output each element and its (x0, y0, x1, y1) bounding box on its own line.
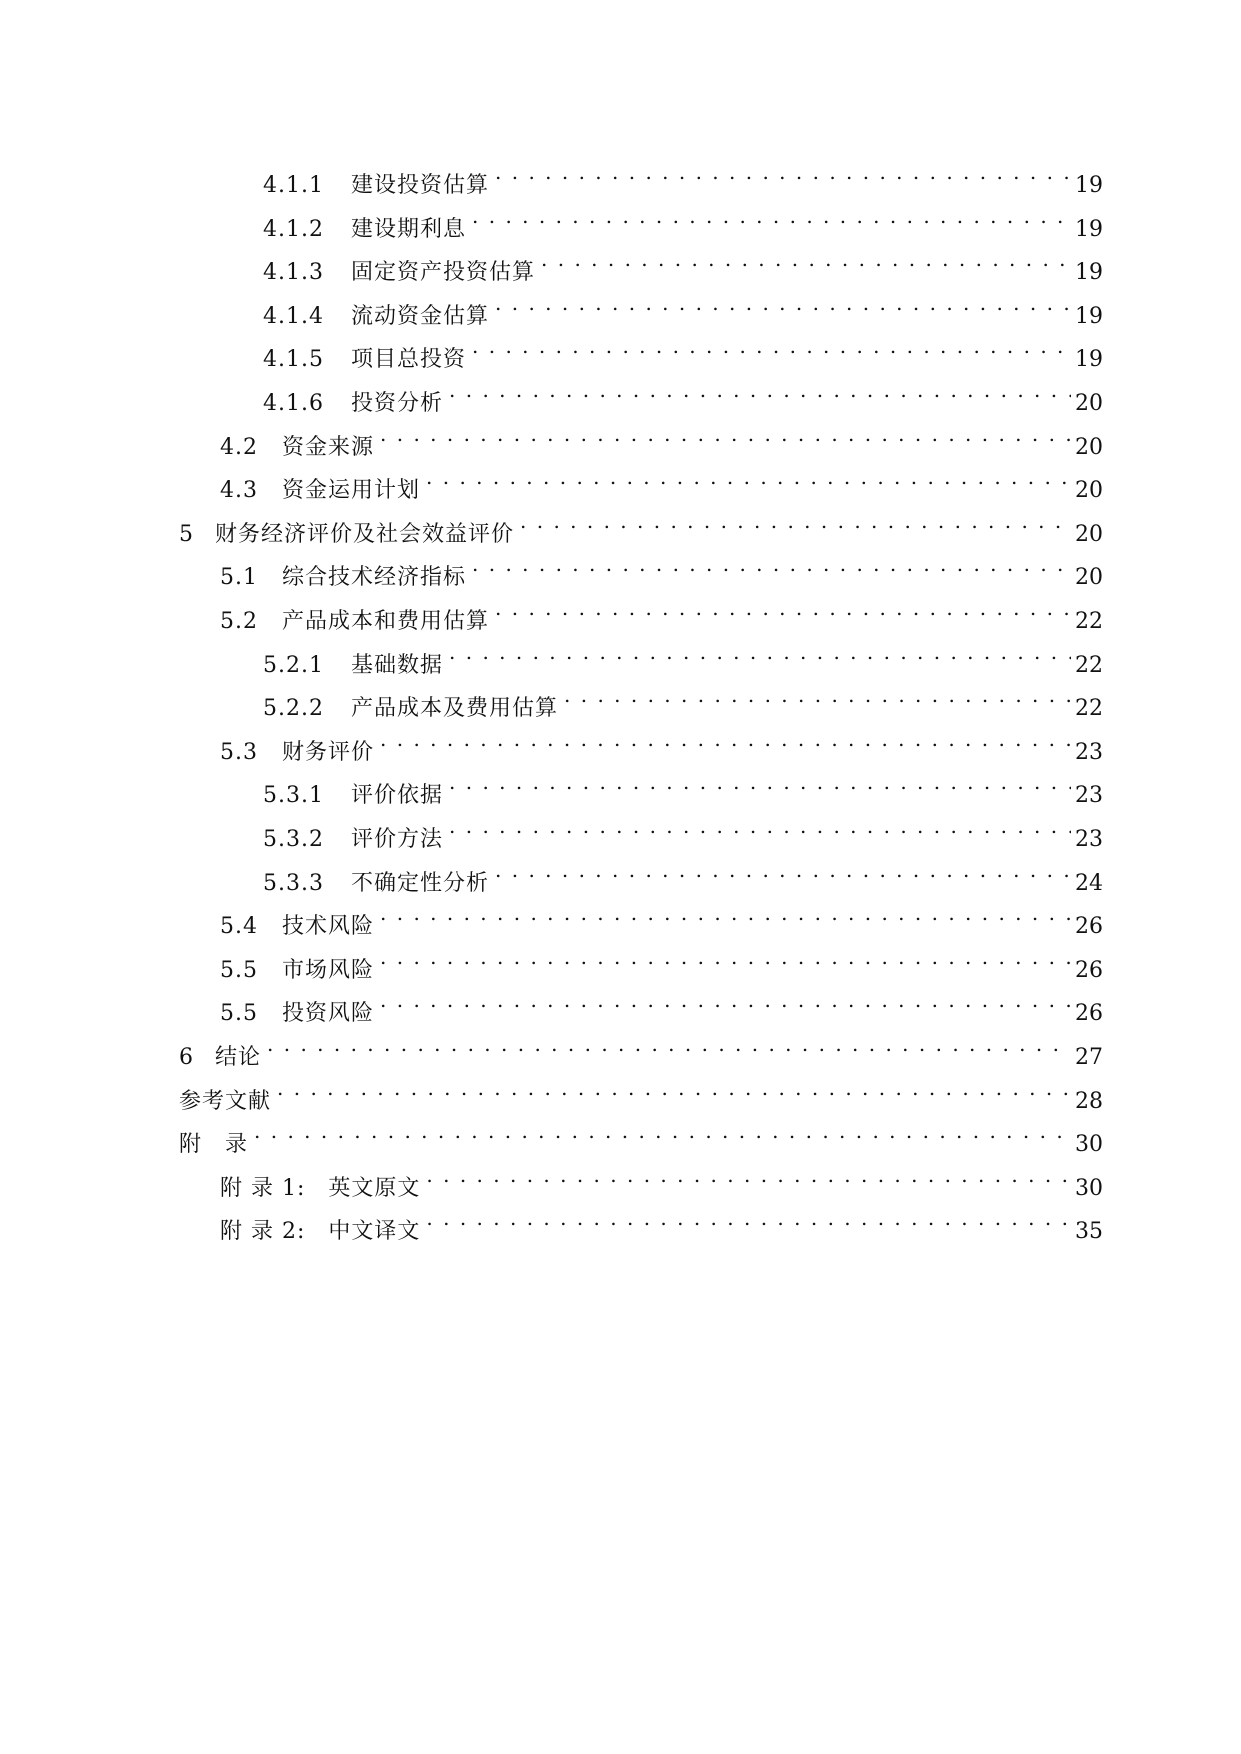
toc-leader-dots (472, 196, 1071, 236)
toc-entry[interactable] (263, 806, 1103, 852)
toc-entry-page: 23 (1075, 783, 1103, 809)
toc-entry[interactable] (263, 283, 1103, 329)
toc-entry-number: 5.5 (220, 1001, 258, 1027)
toc-entry-number: 5.3.2 (263, 827, 324, 852)
toc-entry-page: 30 (1075, 1175, 1103, 1201)
toc-entry-page: 22 (1075, 609, 1103, 634)
toc-leader-dots (495, 588, 1071, 628)
toc-leader-dots (449, 370, 1071, 410)
toc-entry-number: 4.1.6 (263, 391, 324, 416)
toc-entry-title: 综合技术经济指标 (282, 565, 467, 591)
toc-leader-dots (495, 850, 1071, 890)
toc-entry-page: 30 (1075, 1132, 1103, 1158)
toc-entry-page: 22 (1075, 696, 1103, 722)
toc-entry-page: 23 (1075, 827, 1103, 852)
toc-entry-title: 资金来源 (282, 434, 375, 460)
toc-entry-number: 6 (179, 1045, 194, 1070)
toc-entry-title: 参考文献 (179, 1088, 272, 1114)
toc-entry-number: 5.3.1 (263, 783, 324, 809)
toc-entry[interactable] (220, 719, 1103, 765)
toc-entry-number: 5.5 (220, 957, 258, 983)
toc-entry-title: 附 录 (179, 1132, 249, 1158)
toc-entry-page: 26 (1075, 914, 1103, 940)
toc-entry[interactable] (179, 1024, 1103, 1070)
toc-entry[interactable] (220, 1155, 1103, 1201)
toc-entry-page: 20 (1075, 434, 1103, 460)
toc-leader-dots (495, 152, 1071, 192)
toc-leader-dots (277, 1068, 1071, 1108)
toc-leader-dots (449, 806, 1071, 846)
toc-leader-dots (472, 544, 1071, 584)
toc-entry-page: 35 (1075, 1219, 1103, 1245)
toc-entry-title: 产品成本及费用估算 (351, 696, 559, 722)
toc-entry-title: 评价依据 (351, 783, 444, 809)
toc-entry[interactable] (263, 675, 1103, 722)
toc-leader-dots (449, 762, 1071, 802)
toc-entry-title: 产品成本和费用估算 (282, 609, 490, 634)
toc-entry-page: 19 (1075, 173, 1103, 198)
toc-entry[interactable] (220, 588, 1103, 634)
toc-entry-number: 4.1.1 (263, 173, 324, 198)
toc-entry-page: 19 (1075, 216, 1103, 242)
toc-entry-title: 基础数据 (351, 652, 444, 678)
toc-entry-page: 24 (1075, 870, 1103, 896)
toc-entry-page: 20 (1075, 565, 1103, 591)
toc-leader-dots (380, 893, 1071, 933)
toc-leader-dots (380, 980, 1071, 1020)
toc-entry-number: 5.2.1 (263, 652, 324, 678)
toc-leader-dots (520, 501, 1071, 541)
toc-entry-title: 流动资金估算 (351, 303, 490, 329)
toc-leader-dots (380, 719, 1071, 759)
toc-entry[interactable] (263, 152, 1103, 198)
toc-leader-dots (380, 937, 1071, 977)
toc-entry-number: 5.1 (220, 565, 258, 591)
toc-entry-number: 4.1.4 (263, 303, 324, 329)
toc-leader-dots (426, 457, 1071, 497)
toc-entry[interactable] (220, 544, 1103, 591)
toc-entry-number: 5.3 (220, 739, 258, 765)
toc-entry-number: 5.2.2 (263, 696, 324, 722)
toc-entry-number: 5.4 (220, 914, 258, 940)
toc-leader-dots (426, 1155, 1071, 1195)
toc-entry[interactable] (263, 762, 1103, 809)
toc-entry-page: 20 (1075, 478, 1103, 504)
toc-entry-page: 20 (1075, 521, 1103, 547)
toc-entry-title: 投资分析 (351, 391, 444, 416)
toc-entry-title: 财务评价 (282, 739, 375, 765)
toc-entry-title: 不确定性分析 (351, 870, 490, 896)
toc-entry-page: 20 (1075, 391, 1103, 416)
toc-leader-dots (380, 414, 1071, 454)
toc-leader-dots (564, 675, 1071, 715)
toc-entry-number: 4.1.2 (263, 216, 324, 242)
toc-entry-number: 4.1.3 (263, 260, 324, 286)
toc-entry-page: 23 (1075, 739, 1103, 765)
toc-entry[interactable] (220, 937, 1103, 983)
toc-entry-title: 评价方法 (351, 827, 444, 852)
toc-entry-page: 19 (1075, 303, 1103, 329)
toc-entry-title: 项目总投资 (351, 347, 467, 373)
toc-entry[interactable] (263, 850, 1103, 896)
toc-entry-title: 投资风险 (282, 1001, 375, 1027)
toc-entry-page: 26 (1075, 1001, 1103, 1027)
toc-leader-dots (541, 239, 1071, 279)
toc-leader-dots (472, 326, 1071, 366)
toc-entry[interactable] (263, 632, 1103, 678)
toc-entry-title: 附 录 2: 中文译文 (220, 1219, 421, 1245)
toc-leader-dots (426, 1198, 1071, 1238)
toc-entry[interactable] (179, 1111, 1103, 1158)
toc-entry-title: 建设投资估算 (351, 173, 490, 198)
toc-entry[interactable] (179, 1068, 1103, 1114)
toc-entry-number: 4.1.5 (263, 347, 324, 373)
toc-leader-dots (254, 1111, 1071, 1151)
toc-entry-title: 财务经济评价及社会效益评价 (215, 521, 515, 547)
toc-entry-number: 5.3.3 (263, 870, 324, 896)
toc-entry[interactable] (220, 457, 1103, 504)
toc-leader-dots (267, 1024, 1071, 1064)
toc-leader-dots (449, 632, 1071, 672)
toc-entry[interactable] (263, 196, 1103, 242)
toc-entry-page: 26 (1075, 957, 1103, 983)
toc-entry-number: 4.3 (220, 478, 258, 504)
toc-entry[interactable] (263, 370, 1103, 416)
toc-entry[interactable] (179, 501, 1103, 547)
toc-entry-number: 5.2 (220, 609, 258, 634)
toc-entry-title: 结论 (215, 1045, 262, 1070)
toc-entry-number: 5 (179, 521, 194, 547)
toc-entry-number: 4.2 (220, 434, 258, 460)
toc-entry-page: 27 (1075, 1045, 1103, 1070)
toc-entry[interactable] (263, 239, 1103, 286)
toc-entry-title: 附 录 1: 英文原文 (220, 1175, 421, 1201)
toc-entry-title: 市场风险 (282, 957, 375, 983)
toc-entry[interactable] (220, 980, 1103, 1027)
toc-entry[interactable] (220, 1198, 1103, 1245)
toc-entry-page: 28 (1075, 1088, 1103, 1114)
toc-entry[interactable] (220, 893, 1103, 940)
toc-entry-title: 资金运用计划 (282, 478, 421, 504)
toc-entry-page: 19 (1075, 347, 1103, 373)
toc-entry[interactable] (220, 414, 1103, 460)
toc-entry-title: 技术风险 (282, 914, 375, 940)
toc-entry-page: 22 (1075, 652, 1103, 678)
toc-entry[interactable] (263, 326, 1103, 373)
toc-entry-page: 19 (1075, 260, 1103, 286)
toc-entry-title: 固定资产投资估算 (351, 260, 536, 286)
toc-leader-dots (495, 283, 1071, 323)
toc-entry-title: 建设期利息 (351, 216, 467, 242)
